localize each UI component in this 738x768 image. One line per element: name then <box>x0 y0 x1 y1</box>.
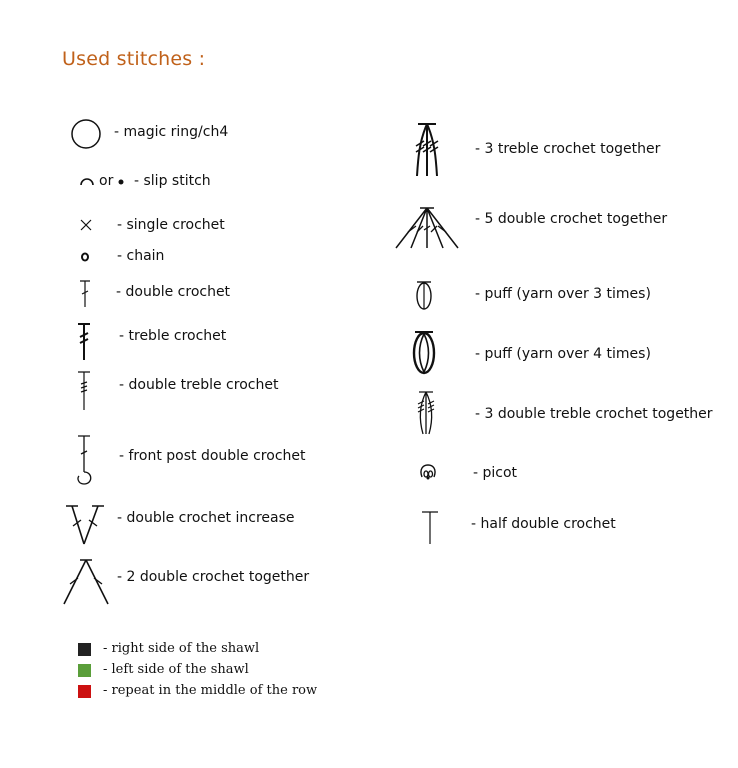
five-double-crochet-together-icon <box>394 206 460 250</box>
double-treble-crochet-icon <box>76 370 92 412</box>
legend-label: - repeat in the middle of the row <box>103 683 318 698</box>
stitch-label: - 3 treble crochet together <box>475 141 661 157</box>
two-double-crochet-together-icon <box>62 558 110 606</box>
stitch-label: - double treble crochet <box>119 377 279 393</box>
legend-swatch-left-side <box>78 664 91 677</box>
stitch-label: - slip stitch <box>134 173 211 189</box>
stitch-label: - picot <box>473 465 518 481</box>
legend-swatch-right-side <box>78 643 91 656</box>
puff-4-icon <box>411 330 437 376</box>
slip-stitch-arc-icon <box>80 176 94 186</box>
picot-icon <box>419 463 437 481</box>
stitch-label: - puff (yarn over 3 times) <box>475 286 651 302</box>
stitch-label: - puff (yarn over 4 times) <box>475 346 651 362</box>
double-crochet-increase-icon <box>64 502 106 546</box>
stitch-label: - 2 double crochet together <box>117 569 310 585</box>
slip-stitch-dot-icon <box>118 179 124 185</box>
stitch-label: - front post double crochet <box>119 448 306 464</box>
stitch-label: - 5 double crochet together <box>475 211 668 227</box>
stitch-label: - double crochet <box>116 284 231 300</box>
page-title: Used stitches : <box>62 48 206 70</box>
legend-label: - right side of the shawl <box>103 641 260 656</box>
stitch-label: - treble crochet <box>119 328 227 344</box>
stitch-label: - half double crochet <box>471 516 616 532</box>
slip-stitch-or: or <box>99 173 114 189</box>
three-double-treble-together-icon <box>413 390 439 436</box>
three-treble-crochet-together-icon <box>410 122 444 178</box>
magic-ring-icon <box>70 118 102 150</box>
stitch-label: - 3 double treble crochet together <box>475 406 713 422</box>
half-double-crochet-icon <box>421 511 439 545</box>
stitch-label: - magic ring/ch4 <box>114 124 229 140</box>
stitch-label: - single crochet <box>117 217 225 233</box>
chain-icon <box>80 252 90 262</box>
double-crochet-icon <box>78 280 92 308</box>
treble-crochet-icon <box>76 322 92 362</box>
puff-3-icon <box>414 280 434 312</box>
single-crochet-icon <box>80 219 92 231</box>
legend-label: - left side of the shawl <box>103 662 249 677</box>
legend-swatch-repeat-middle <box>78 685 91 698</box>
front-post-double-crochet-icon <box>75 434 95 486</box>
stitch-label: - double crochet increase <box>117 510 295 526</box>
stitch-label: - chain <box>117 248 165 264</box>
